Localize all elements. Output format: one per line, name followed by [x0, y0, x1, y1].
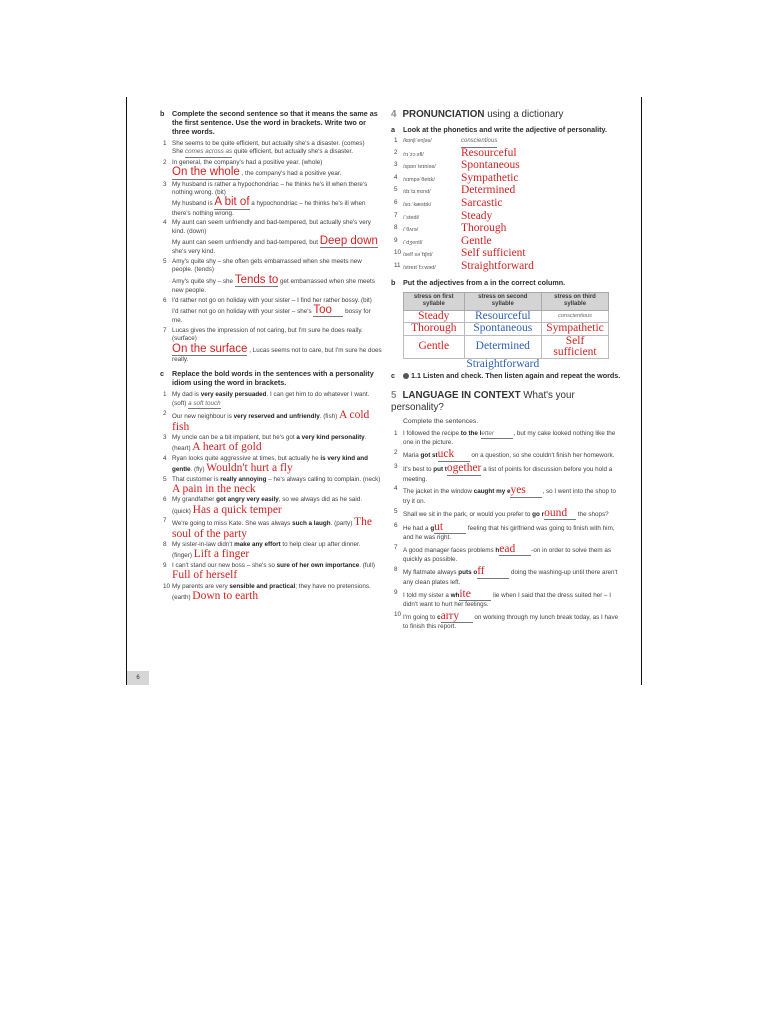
item-number: 9: [163, 561, 167, 569]
sentence-end: doing the washing-up until there aren't any clean plates left.: [403, 569, 618, 586]
answer-text: conscientious: [461, 136, 497, 148]
answer-text: Spontaneous: [461, 159, 520, 172]
item-number: 4: [163, 219, 167, 227]
second-sentence-end: , Lucas seems not to care, but I'm sure he does really.: [172, 346, 382, 363]
phonetics-item: [391, 211, 623, 224]
sentence-end: – he's always calling to complain. (neck): [266, 475, 381, 483]
item-number: 2: [163, 158, 167, 166]
answer-text: Resourceful: [461, 146, 517, 159]
cell-text: Determined: [475, 340, 530, 353]
item-number: 4: [394, 485, 398, 493]
answer-text: arry: [440, 609, 460, 622]
phonetic-transcription: /ˈstedi/: [403, 214, 420, 221]
exercise-item: [160, 583, 382, 603]
cell-text: Sympathetic: [546, 322, 604, 335]
sentence-start: That customer is: [172, 475, 221, 483]
item-number: 10: [394, 610, 402, 618]
item-number: 2: [163, 410, 167, 418]
second-sentence-start: My husband is: [172, 200, 213, 208]
item-number: 1: [394, 429, 398, 437]
exercise-item: [160, 391, 382, 409]
table-cell: [464, 335, 542, 358]
sentence-end: to help clear up after dinner. (finger): [172, 541, 361, 560]
table-cell: [464, 310, 542, 323]
exercise-letter: b: [160, 109, 165, 118]
item-number: 7: [163, 326, 167, 334]
handwritten-answer: [172, 344, 247, 356]
column-header: stress on second syllable: [464, 292, 542, 310]
section-number: 5: [391, 389, 397, 401]
phonetic-transcription: /dɪˈtɜːmɪnd/: [403, 189, 431, 196]
workbook-page: [126, 97, 642, 685]
table-cell: [464, 323, 542, 336]
phonetic-transcription: /ˈdʒentl/: [403, 239, 423, 246]
bold-prompt: to the l: [460, 429, 482, 437]
sentence-start: I'm going to: [403, 613, 438, 621]
phonetic-transcription: /kɒnʃiˈenʃəs/: [403, 138, 432, 144]
bold-phrase: very reserved and unfriendly: [233, 413, 320, 421]
answer-text: Steady: [461, 209, 493, 222]
exercise-b-items: [160, 140, 382, 364]
answer-blank: [481, 430, 513, 439]
sentence-end: ; they have no pretensions. (earth): [172, 582, 371, 602]
item-number: 9: [394, 588, 398, 596]
sentence-start: My parents are very: [172, 582, 230, 590]
exercise-4a-heading: [391, 125, 623, 134]
stress-table-header: [404, 292, 609, 310]
answer-text: A bit of: [214, 196, 250, 209]
audio-icon: [403, 373, 409, 379]
second-sentence-end: bossy for me.: [172, 307, 371, 325]
item-number: 6: [394, 198, 398, 206]
cell-text: Steady: [418, 309, 450, 322]
sentence-end: the shops?: [576, 510, 609, 518]
second-sentence-start: My aunt can seem unfriendly and bad-tempered, but: [172, 239, 318, 247]
section-title: PRONUNCIATION: [402, 109, 485, 120]
exercise-instruction: Complete the second sentence so that it means the same as the first sentence. Use the word in brackets. Write two or three words.: [172, 109, 378, 136]
answer-text: Straightforward: [461, 259, 534, 272]
table-row: [404, 335, 609, 358]
item-number: 7: [394, 211, 398, 219]
exercise-letter: c: [391, 370, 395, 380]
first-sentence: Amy's quite shy – she often gets embarrassed when she meets new people. (tends): [172, 257, 362, 274]
item-number: 1: [163, 391, 167, 399]
exercise-instruction: Replace the bold words in the sentences with a personality idiom using the word in brackets.: [172, 369, 374, 388]
exercise-item: [391, 449, 623, 461]
answer-text: The soul of the party: [172, 516, 372, 540]
item-number: 6: [163, 496, 167, 504]
exercise-4b-heading: [391, 278, 623, 287]
cell-text: Straightforward: [466, 357, 540, 370]
sentence-start: I can't stand our new boss – she's so: [172, 561, 277, 569]
item-number: 9: [394, 236, 398, 244]
exercise-item: [160, 562, 382, 582]
item-number: 4: [394, 173, 398, 181]
language-context-items: [391, 430, 623, 632]
answer-text: Lift a finger: [193, 548, 250, 561]
answer-blank: [438, 449, 470, 461]
answer-text: ogether: [446, 462, 482, 475]
item-number: 1: [163, 140, 167, 147]
sentence-end: feeling that his girlfriend was going to finish with him, and he was right.: [403, 524, 615, 542]
bold-phrase: such a laugh: [292, 520, 331, 528]
section-4-heading: [391, 109, 623, 121]
exercise-item: [391, 508, 623, 520]
page-number: 6: [127, 671, 149, 685]
item-number: 5: [394, 186, 398, 194]
answer-text: ut: [434, 520, 444, 533]
answer-text: A cold fish: [172, 409, 370, 433]
sentence-end: . (party): [330, 520, 353, 528]
answer-text: Deep down: [319, 235, 378, 248]
sentence-start: Shall we sit in the park, or would you prefer to: [403, 510, 533, 518]
exercise-letter: a: [391, 125, 395, 134]
answer-text: Wouldn't hurt a fly: [206, 462, 293, 475]
exercise-item: [160, 496, 382, 516]
exercise-item: [160, 297, 382, 326]
item-number: 2: [394, 148, 398, 156]
item-number: 11: [394, 261, 401, 269]
answer-blank: comes across as: [185, 148, 232, 157]
item-number: 8: [394, 566, 398, 574]
bold-prompt: g: [430, 524, 435, 532]
section-subtitle: using a dictionary: [487, 109, 564, 120]
first-sentence: My aunt can seem unfriendly and bad-tempered, but actually she's very kind. (down): [172, 219, 371, 235]
bold-prompt: go r: [532, 510, 545, 518]
table-cell: [464, 358, 542, 370]
sentence-end: . I can get him to do whatever I want. (soft): [172, 391, 370, 407]
item-number: 3: [394, 463, 398, 471]
bold-prompt: put t: [433, 466, 447, 474]
second-sentence-end: , the company's had a positive year.: [241, 170, 342, 178]
item-number: 6: [394, 521, 398, 529]
item-number: 10: [394, 249, 402, 257]
first-sentence: My husband is rather a hypochondriac – he thinks he's ill when there's nothing wrong. (bit): [172, 180, 368, 197]
bold-phrase: sensible and practical: [229, 582, 296, 590]
sentence-start: I told my sister a: [403, 591, 451, 599]
cell-text: conscientious: [558, 313, 592, 320]
item-number: 8: [394, 224, 398, 232]
bold-phrase: make any effort: [234, 541, 281, 549]
table-cell: [542, 335, 609, 358]
handwritten-answer: [313, 305, 343, 317]
exercise-item: [391, 522, 623, 543]
table-cell: [404, 358, 465, 370]
exercise-item: [391, 463, 623, 484]
exercise-item: [160, 476, 382, 496]
bold-prompt: h: [495, 547, 500, 554]
right-column: [391, 109, 623, 633]
phonetic-transcription: /self səˈfɪʃnt/: [403, 252, 433, 259]
item-number: 5: [394, 507, 398, 515]
sentence-end: , so I went into the shop to try it on.: [403, 488, 616, 505]
phonetic-transcription: /ˈθʌrə/: [403, 227, 419, 234]
answer-text: ead: [499, 543, 516, 555]
sentence-end: . (fly): [190, 466, 205, 474]
exercise-item: [160, 159, 382, 180]
item-number: 8: [163, 541, 167, 549]
sentence-start: Maria: [403, 452, 421, 460]
section-title: LANGUAGE IN CONTEXT: [402, 389, 521, 401]
answer-text: ite: [459, 587, 471, 600]
phonetics-item: [391, 198, 623, 211]
answer-text: ound: [544, 506, 568, 519]
exercise-item: [160, 181, 382, 219]
section-5-instruction: Complete the sentences.: [403, 417, 479, 425]
answer-text: On the whole: [172, 166, 240, 179]
answer-text: yes: [510, 484, 526, 497]
answer-text: Has a quick temper: [192, 503, 282, 516]
section-5-heading: [391, 390, 623, 414]
handwritten-answer: [320, 236, 378, 248]
phonetics-item: [391, 261, 623, 274]
stress-table: [403, 292, 609, 370]
item-number: 4: [163, 454, 167, 462]
answer-text: uck: [437, 448, 455, 461]
answer-blank: [499, 544, 531, 556]
answer-blank: [477, 566, 509, 578]
exercise-item: [160, 434, 382, 454]
cell-text: Self sufficient: [553, 334, 597, 358]
answer-blank: [441, 611, 473, 623]
sentence-start: Ryan looks quite aggressive at times, but actually he: [172, 454, 321, 462]
exercise-item: [160, 258, 382, 296]
exercise-item: [160, 219, 382, 257]
item-number: 6: [163, 296, 167, 304]
table-row: [404, 358, 609, 370]
answer-blank: [510, 485, 542, 497]
cell-text: Resourceful: [475, 309, 531, 322]
second-sentence-end: a hypochondriac – he thinks he's ill when there's nothing wrong.: [172, 200, 366, 217]
phonetics-item: [391, 185, 623, 198]
phonetic-transcription: /spɒnˈteɪniəs/: [403, 164, 436, 171]
exercise-item: [391, 611, 623, 632]
bold-phrase: got angry very easily: [216, 496, 279, 504]
sentence-end: , so we always did as he said. (quick): [172, 496, 363, 515]
cell-text: Thorough: [411, 322, 457, 335]
bold-phrase: really annoying: [220, 475, 267, 483]
item-number: 3: [394, 161, 398, 169]
item-number: 7: [394, 544, 398, 551]
sentence-end: -on in order to solve them as quickly as possible.: [403, 547, 612, 564]
phonetics-item: [391, 223, 623, 236]
second-sentence-end: she's very kind.: [172, 248, 216, 256]
exercise-item: [160, 517, 382, 540]
exercise-instruction: Look at the phonetics and write the adjective of personality.: [403, 125, 607, 134]
phonetic-transcription: /streɪtˈfɔːwəd/: [403, 264, 436, 271]
answer-blank: [447, 463, 481, 475]
first-sentence: I'd rather not go on holiday with your sister – I find her rather bossy. (bit): [172, 296, 372, 304]
item-number: 5: [163, 475, 167, 483]
bold-prompt: c: [437, 613, 441, 621]
answer-text: Too: [313, 303, 332, 316]
answer-text: Thorough: [461, 222, 507, 235]
item-number: 10: [163, 582, 171, 590]
answer-text: On the surface: [172, 342, 248, 355]
sentence-start: He had a: [403, 524, 431, 532]
phonetic-transcription: /sɑːˈkæstɪk/: [403, 201, 432, 208]
second-sentence-start: She: [172, 148, 184, 156]
bold-prompt: caught my e: [473, 488, 511, 496]
bold-phrase: very easily persuaded: [200, 391, 267, 399]
table-row: [404, 323, 609, 336]
exercise-item: [391, 566, 623, 587]
exercise-item: [160, 410, 382, 433]
exercise-4c-heading: [391, 371, 623, 380]
phonetic-transcription: /sɪmpəˈθetɪk/: [403, 176, 435, 183]
answer-blank: [434, 522, 466, 534]
sentence-end: . (fish): [319, 413, 338, 421]
item-number: 1: [394, 137, 398, 144]
answer-text: Sympathetic: [461, 171, 519, 184]
exercise-letter: b: [391, 277, 396, 287]
answer-blank: [459, 589, 491, 601]
sentence-start: My sister-in-law didn't: [172, 541, 235, 549]
sentence-end: . (heart): [172, 433, 367, 453]
exercise-item: [391, 589, 623, 610]
table-cell: [542, 310, 609, 323]
sentence-end: . (full): [359, 561, 375, 569]
sentence-start: We're going to miss Kate. She was always: [172, 520, 293, 528]
exercise-c-heading: [160, 369, 382, 387]
sentence-start: My dad is: [172, 391, 201, 399]
stress-table-body: [404, 310, 609, 370]
first-sentence: In general, the company's had a positive year. (whole): [172, 158, 323, 166]
second-sentence-end: quite efficient, but actually she's a disaster.: [233, 148, 354, 156]
sentence-start: My grandfather: [172, 496, 217, 504]
answer-text: ff: [477, 565, 485, 578]
bold-prompt: got st: [420, 452, 438, 460]
answer-text: etter: [481, 429, 495, 437]
bold-phrase: is very kind and gentle: [172, 454, 369, 474]
section-subtitle: What's your personality?: [391, 389, 575, 413]
left-column: [160, 109, 382, 603]
answer-text: Full of herself: [172, 569, 238, 582]
answer-text: A pain in the neck: [172, 483, 256, 495]
phonetic-transcription: /rɪˈzɔːsfl/: [403, 151, 424, 158]
exercise-instruction: 1.1 Listen and check. Then listen again and repeat the words.: [411, 370, 621, 380]
item-number: 3: [163, 180, 167, 188]
exercise-letter: c: [160, 369, 164, 379]
answer-text: Down to earth: [192, 590, 259, 603]
item-number: 2: [394, 449, 398, 457]
second-sentence-start: I'd rather not go on holiday with your sister – she's: [172, 307, 312, 315]
sentence-start: A good manager faces problems: [403, 547, 496, 554]
second-sentence-end: get embarrassed when she meets new people.: [172, 277, 375, 295]
sentence-start: I followed the recipe: [403, 429, 461, 437]
column-header: stress on third syllable: [542, 292, 609, 310]
bold-prompt: puts o: [458, 569, 478, 577]
table-row: [404, 310, 609, 323]
bold-prompt: wh: [450, 591, 460, 599]
exercise-instruction: Put the adjectives from a in the correct column.: [403, 277, 566, 287]
exercise-item: [160, 455, 382, 475]
bold-phrase: a very kind personality: [296, 433, 365, 441]
exercise-item: [391, 485, 623, 506]
sentence-start: My uncle can be a bit impatient, but he's got: [172, 433, 297, 441]
section-number: 4: [391, 109, 397, 120]
sentence-end: , but my cake looked nothing like the one in the picture.: [403, 429, 616, 447]
table-cell: [404, 335, 465, 358]
second-sentence-start: Amy's quite shy – she: [172, 277, 234, 285]
column-header: stress on first syllable: [404, 292, 465, 310]
cell-text: Spontaneous: [473, 322, 533, 335]
answer-text: Sarcastic: [461, 196, 503, 209]
item-number: 7: [163, 517, 167, 525]
sentence-end: lie when I said that the dress suited her – I didn't want to hurt her feelings.: [403, 591, 612, 609]
exercise-item: [160, 140, 382, 158]
sentence-end: on a question, so she couldn't finish her homework.: [469, 452, 615, 460]
exercise-item: [391, 544, 623, 565]
exercise-b-heading: [160, 109, 382, 136]
exercise-item: [160, 541, 382, 561]
sentence-start: My flatmate always: [403, 569, 459, 577]
exercise-item: [391, 430, 623, 448]
answer-blank: [544, 508, 576, 520]
sentence-start: It's best to: [403, 466, 434, 474]
sentence-end: on working through my lunch break today, as I have to finish this report.: [403, 613, 619, 631]
exercise-item: [160, 327, 382, 365]
answer-text: Gentle: [461, 234, 492, 247]
handwritten-answer: [172, 167, 240, 179]
table-cell: [542, 323, 609, 336]
sentence-end: a list of points for discussion before you hold a meeting.: [403, 466, 613, 483]
item-number: 5: [163, 257, 167, 265]
item-number: 3: [163, 433, 167, 441]
first-sentence: Lucas gives the impression of not caring, but I'm sure he does really. (surface): [172, 326, 363, 343]
answer-text: A heart of gold: [192, 441, 262, 454]
answer-text: Self sufficient: [461, 247, 526, 260]
bold-phrase: sure of her own importance: [276, 561, 360, 569]
table-cell: [404, 310, 465, 323]
table-cell: [404, 323, 465, 336]
phonetics-list: [391, 136, 623, 274]
sentence-start: The jacket in the window: [403, 488, 474, 496]
sentence-start: Our new neighbour is: [172, 413, 234, 421]
answer-text: Determined: [461, 184, 516, 197]
answer-text: Tends to: [234, 273, 279, 286]
table-cell: [542, 358, 609, 370]
handwritten-answer: [214, 197, 249, 209]
cell-text: Gentle: [418, 340, 450, 353]
answer-text: a soft touch: [188, 400, 221, 409]
first-sentence: She seems to be quite efficient, but actually she's a disaster. (comes): [172, 140, 365, 147]
handwritten-answer: [235, 275, 278, 287]
exercise-c-items: [160, 391, 382, 602]
